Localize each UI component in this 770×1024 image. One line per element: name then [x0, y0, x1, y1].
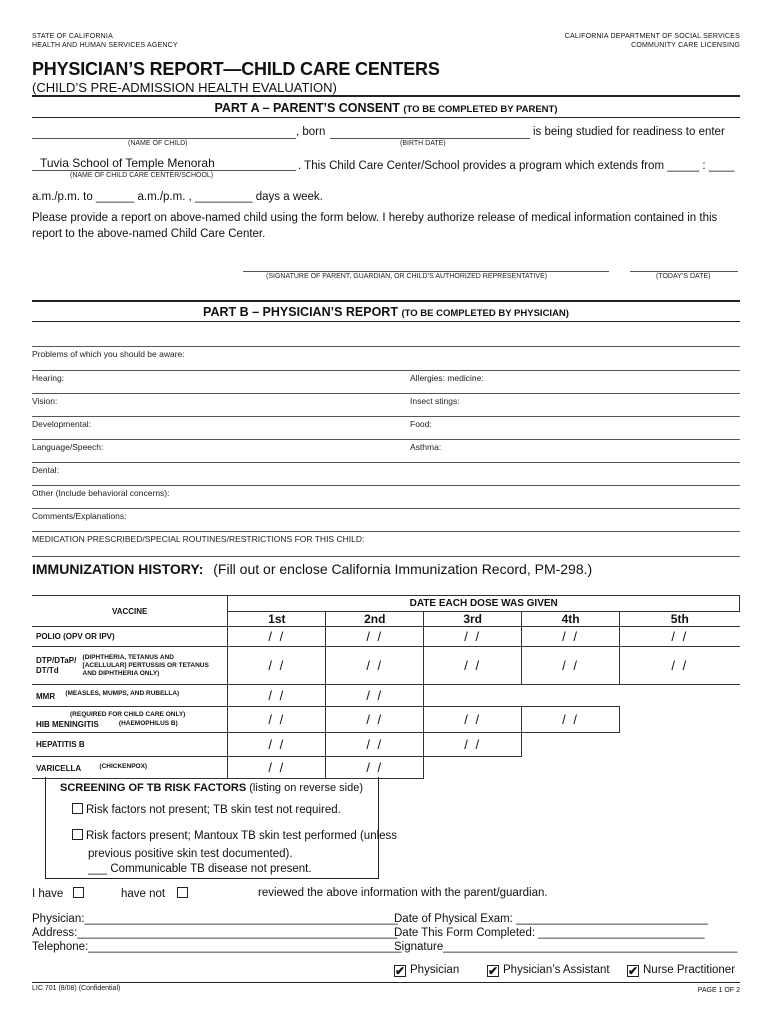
mmr-dose-2[interactable]: / /	[326, 685, 424, 707]
practitioner-checkbox[interactable]: ✔	[628, 964, 639, 978]
department-line-1: CALIFORNIA DEPARTMENT OF SOCIAL SERVICES	[564, 33, 740, 40]
problems-field[interactable]: Problems of which you should be aware:	[32, 349, 185, 359]
assistant-role-label: Physician’s Assistant	[503, 964, 610, 976]
developmental-field[interactable]: Developmental:	[32, 419, 92, 429]
dose-2-header: 2nd	[326, 612, 424, 627]
i-have-label: I have	[32, 888, 64, 900]
dtp-label: DTP/DTaP/	[36, 655, 77, 665]
hib-dose-1[interactable]: / /	[228, 707, 326, 733]
mmr-label: MMR	[36, 692, 56, 701]
assistant-checkbox[interactable]: ✔	[488, 964, 499, 978]
rule	[32, 117, 740, 118]
rule	[32, 321, 740, 322]
authorize-text-1: Please provide a report on above-named child using the form below. I hereby authorize release of medical information contained in this	[32, 212, 718, 224]
table-row	[32, 647, 740, 685]
empty-cell	[522, 685, 620, 707]
dtp-dose-3[interactable]: / /	[424, 647, 522, 685]
program-text: . This Child Care Center/School provides a program which extends from _____ : ____	[298, 160, 735, 172]
food-field[interactable]: Food:	[410, 419, 432, 429]
page-number: PAGE 1 OF 2	[697, 987, 740, 994]
form-title: PHYSICIAN’S REPORT—CHILD CARE CENTERS	[32, 59, 440, 79]
hib-dose-2[interactable]: / /	[326, 707, 424, 733]
hib-note-2: (HAEMOPHILUS B)	[118, 720, 178, 727]
rule	[32, 485, 740, 486]
rule	[32, 393, 740, 394]
review-i-have	[32, 887, 87, 900]
empty-cell	[424, 685, 522, 707]
table-row	[32, 757, 740, 779]
physician-checkbox[interactable]: ✔	[395, 964, 406, 978]
authorize-text-2: report to the above-named Child Care Center.	[32, 228, 266, 240]
table-row	[32, 733, 740, 757]
varicella-dose-2[interactable]: / /	[326, 757, 424, 779]
hib-label: HIB MENINGITIS	[36, 720, 99, 729]
tb-option-2-label: Risk factors present; Mantoux TB skin test performed (unless	[86, 830, 398, 842]
dose-3-header: 3rd	[424, 612, 522, 627]
hib-label-cell	[32, 707, 228, 733]
empty-cell	[522, 733, 620, 757]
part-a-heading	[32, 101, 740, 115]
polio-dose-2[interactable]: / /	[326, 627, 424, 647]
empty-cell	[620, 733, 740, 757]
empty-cell	[620, 757, 740, 779]
empty-cell	[620, 707, 740, 733]
rule	[32, 556, 740, 557]
rule	[32, 370, 740, 371]
hib-note-1: (REQUIRED FOR CHILD CARE ONLY)	[70, 711, 186, 718]
rule	[32, 439, 740, 440]
varicella-note: (CHICKENPOX)	[99, 762, 148, 770]
have-not-checkbox[interactable]	[177, 887, 188, 898]
tb-option-2b: previous positive skin test documented).	[88, 848, 293, 860]
empty-cell	[424, 757, 522, 779]
dose-4-header: 4th	[522, 612, 620, 627]
rule	[32, 508, 740, 509]
role-practitioner	[627, 964, 735, 977]
role-assistant	[487, 964, 610, 977]
immunization-note: (Fill out or enclose California Immunization Record, PM-298.)	[213, 561, 593, 577]
agency-line-1: STATE OF CALIFORNIA	[32, 33, 113, 40]
school-field-line	[32, 170, 296, 171]
immunization-table	[32, 595, 740, 779]
asthma-field[interactable]: Asthma:	[410, 442, 442, 452]
rule	[32, 346, 740, 347]
empty-cell	[620, 685, 740, 707]
tb-option-2c: ___ Communicable TB disease not present.	[88, 863, 312, 875]
tb-option-1-label: Risk factors not present; TB skin test not required.	[86, 804, 341, 816]
reviewed-text: reviewed the above information with the parent/guardian.	[258, 887, 548, 899]
tb-option-2	[72, 829, 397, 842]
rule	[32, 462, 740, 463]
tb-note: (listing on reverse side)	[249, 782, 363, 794]
name-of-center-label: (NAME OF CHILD CARE CENTER/SCHOOL)	[70, 172, 214, 179]
role-physician	[394, 964, 459, 977]
today-date-field[interactable]	[630, 271, 738, 272]
tb-heading	[60, 782, 363, 794]
birth-date-field[interactable]	[330, 138, 530, 139]
polio-dose-4[interactable]: / /	[522, 627, 620, 647]
polio-dose-1[interactable]: / /	[228, 627, 326, 647]
physician-role-label: Physician	[410, 964, 460, 976]
polio-label: POLIO (OPV OR IPV)	[32, 627, 228, 647]
polio-dose-3[interactable]: / /	[424, 627, 522, 647]
studied-text: is being studied for readiness to enter	[533, 126, 725, 138]
mmr-note: (MEASLES, MUMPS, AND RUBELLA)	[65, 690, 180, 697]
dtd-label: DT/Td	[36, 665, 59, 675]
date-header: DATE EACH DOSE WAS GIVEN	[228, 596, 740, 612]
dental-field[interactable]: Dental:	[32, 465, 59, 475]
signature-label: (SIGNATURE OF PARENT, GUARDIAN, OR CHILD’S AUTHORIZED REPRESENTATIVE)	[266, 273, 548, 280]
dose-1-header: 1st	[228, 612, 326, 627]
name-of-child-label: (NAME OF CHILD)	[128, 140, 188, 147]
language-field[interactable]: Language/Speech:	[32, 442, 104, 452]
date-completed-field[interactable]: Date This Form Completed: __________________________	[394, 927, 705, 939]
hepb-dose-3[interactable]: / /	[424, 733, 522, 757]
footer-rule	[32, 982, 740, 983]
varicella-dose-1[interactable]: / /	[228, 757, 326, 779]
dose-5-header: 5th	[620, 612, 740, 627]
medication-field[interactable]: MEDICATION PRESCRIBED/SPECIAL ROUTINES/RESTRICTIONS FOR THIS CHILD:	[32, 534, 365, 544]
agency-line-2: HEALTH AND HUMAN SERVICES AGENCY	[32, 42, 178, 49]
i-have-checkbox[interactable]	[73, 887, 84, 898]
comments-field[interactable]: Comments/Explanations:	[32, 511, 127, 521]
rule	[32, 416, 740, 417]
empty-cell	[522, 757, 620, 779]
tb-not-present-checkbox[interactable]	[72, 803, 83, 814]
allergies-field[interactable]: Allergies: medicine:	[410, 373, 484, 383]
rule	[32, 300, 740, 302]
part-a-note: (TO BE COMPLETED BY PARENT)	[403, 104, 558, 115]
dtp-label-cell	[32, 647, 228, 685]
telephone-field[interactable]: Telephone:_________________________________________________	[32, 941, 402, 953]
hearing-field[interactable]: Hearing:	[32, 373, 65, 383]
today-date-label: (TODAY’S DATE)	[656, 273, 711, 280]
vision-field[interactable]: Vision:	[32, 396, 58, 406]
form-subtitle: (CHILD’S PRE-ADMISSION HEALTH EVALUATION)	[32, 80, 337, 95]
address-field[interactable]: Address:__________________________________________________	[32, 927, 398, 939]
birth-date-label: (BIRTH DATE)	[400, 140, 446, 147]
school-name-value[interactable]: Tuvia School of Temple Menorah	[40, 156, 215, 170]
varicella-label-cell	[32, 757, 228, 779]
signature-field[interactable]	[243, 271, 609, 272]
dtp-dose-4[interactable]: / /	[522, 647, 620, 685]
mmr-dose-1[interactable]: / /	[228, 685, 326, 707]
review-have-not	[121, 887, 191, 900]
hib-dose-4[interactable]: / /	[522, 707, 620, 733]
department-line-2: COMMUNITY CARE LICENSING	[631, 42, 740, 49]
part-b-title: PART B – PHYSICIAN’S REPORT	[203, 305, 398, 319]
immunization-title: IMMUNIZATION HISTORY:	[32, 561, 204, 577]
hepb-dose-2[interactable]: / /	[326, 733, 424, 757]
dtp-note-2: [ACELLULAR] PERTUSSIS OR TETANUS	[82, 661, 209, 669]
table-row	[32, 707, 740, 733]
immunization-heading	[32, 561, 592, 577]
varicella-label: VARICELLA	[36, 763, 82, 773]
part-b-heading	[32, 305, 740, 319]
physician-field[interactable]: Physician:_________________________________________________	[32, 913, 398, 925]
child-name-field[interactable]	[32, 138, 296, 139]
part-a-title: PART A – PARENT’S CONSENT	[214, 101, 400, 115]
table-row	[32, 627, 740, 647]
part-b-note: (TO BE COMPLETED BY PHYSICIAN)	[401, 308, 569, 319]
table-row	[32, 685, 740, 707]
rule	[32, 95, 740, 97]
insect-field[interactable]: Insect stings:	[410, 396, 460, 406]
mmr-label-cell	[32, 685, 228, 707]
tb-option-1	[72, 803, 341, 816]
tb-title: SCREENING OF TB RISK FACTORS	[60, 782, 247, 794]
born-text: , born	[296, 126, 326, 138]
signature-field-physician[interactable]: Signature______________________________________________	[394, 941, 738, 953]
vaccine-header: VACCINE	[32, 596, 228, 627]
hepb-label: HEPATITIS B	[32, 733, 228, 757]
hepb-dose-1[interactable]: / /	[228, 733, 326, 757]
hib-dose-3[interactable]: / /	[424, 707, 522, 733]
hours-text: a.m./p.m. to ______ a.m./p.m. , _________ days a week.	[32, 191, 323, 203]
practitioner-role-label: Nurse Practitioner	[643, 964, 736, 976]
date-exam-field[interactable]: Date of Physical Exam: ______________________________	[394, 913, 708, 925]
rule	[32, 531, 740, 532]
polio-dose-5[interactable]: / /	[620, 627, 740, 647]
tb-present-checkbox[interactable]	[72, 829, 83, 840]
dtp-note-3: AND DIPHTHERIA ONLY)	[82, 669, 160, 677]
have-not-label: have not	[121, 888, 166, 900]
dtp-note-1: (DIPHTHERIA, TETANUS AND	[82, 653, 174, 661]
other-field[interactable]: Other (Include behavioral concerns):	[32, 488, 170, 498]
dtp-dose-2[interactable]: / /	[326, 647, 424, 685]
dtp-dose-5[interactable]: / /	[620, 647, 740, 685]
dtp-dose-1[interactable]: / /	[228, 647, 326, 685]
form-id: LIC 701 (8/08) (Confidential)	[32, 985, 121, 992]
